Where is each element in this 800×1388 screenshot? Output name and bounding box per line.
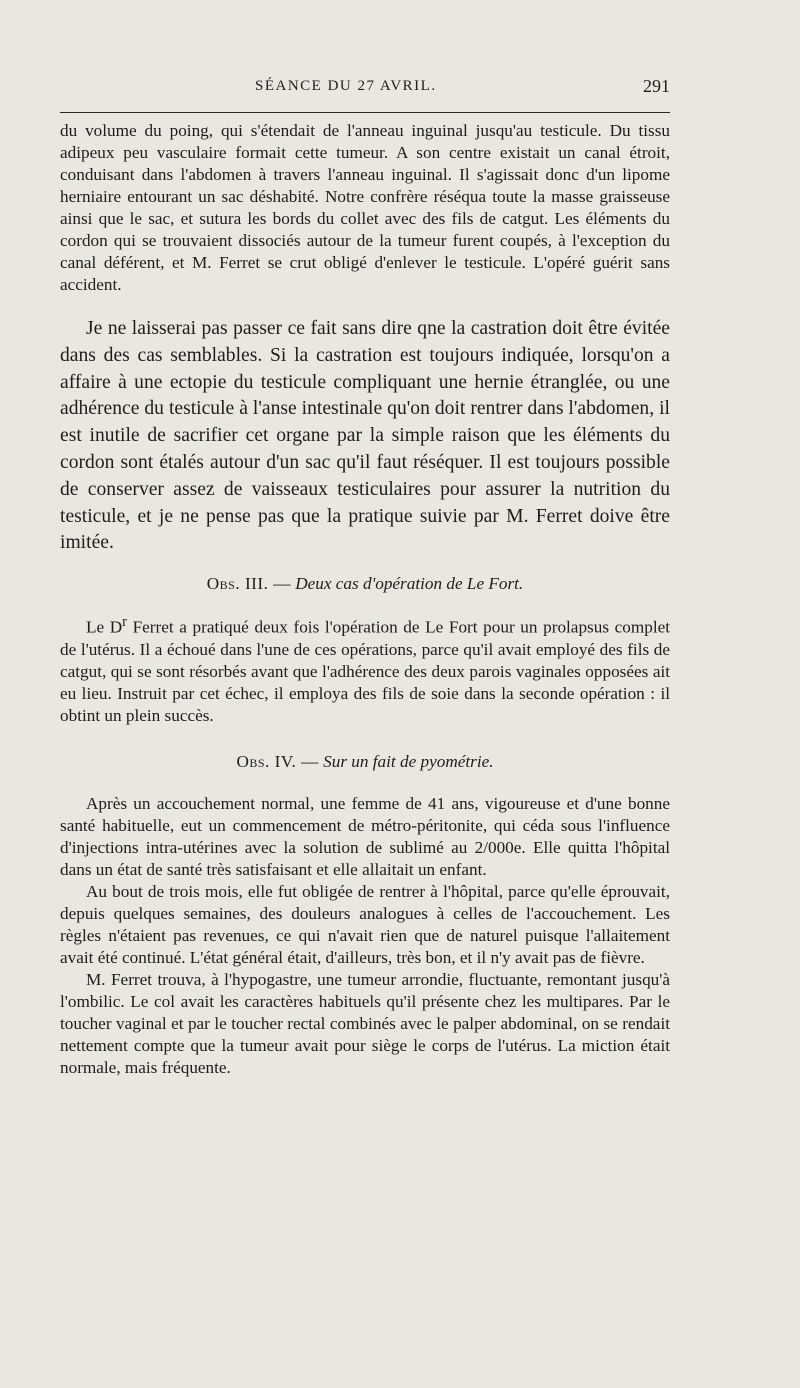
page-body	[60, 120, 670, 1079]
paragraph-le-fort-text: Ferret a pratiqué deux fois l'opération de Le Fort pour un prolapsus complet de l'utérus. Il a échoué dans l'une de ces opérations, parce qu'il avait employé des fils de catgut, qui se sont résorbés avant que l'adhérence des deux parois vaginales opposées ait eu lieu. Instruit par cet échec, il employa des fils de soie dans la seconde opération : il obtint un plein succès.	[60, 617, 670, 725]
page-number: 291	[643, 76, 670, 96]
observation-4-label: Obs. IV. —	[236, 751, 319, 771]
observation-4-title: Sur un fait de pyométrie.	[323, 751, 494, 771]
paragraph-examen: M. Ferret trouva, à l'hypogastre, une tumeur arrondie, fluctuante, remontant jusqu'à l'ombilic. Le col avait les caractères habituels qu'il présente chez les multipares. Par le toucher vaginal et par le toucher rectal combinés avec le palper abdominal, on se rendait nettement compte que la tumeur avait pour siège le corps de l'utérus. La miction était normale, mais fréquente.	[60, 969, 670, 1077]
doctor-abbrev-sup: r	[122, 614, 127, 631]
observation-4-heading	[60, 751, 670, 773]
header-rule	[60, 112, 670, 113]
paragraph-lipome: du volume du poing, qui s'étendait de l'anneau inguinal jusqu'au testicule. Du tissu adipeux peu vasculaire formait cette tumeur. A son centre existait un canal étroit, conduisant dans l'abdomen à travers l'anneau inguinal. Il s'agissait donc d'un lipome herniaire entourant un sac déshabité. Notre confrère réséqua toute la masse graisseuse ainsi que le sac, et sutura les bords du collet avec des fils de catgut. Les éléments du cordon qui se trouvaient dissociés autour de la tumeur furent coupés, à l'exception du canal déférent, et M. Ferret se crut obligé d'enlever le testicule. L'opéré guérit sans accident.	[60, 121, 670, 294]
doctor-abbrev: Le D	[86, 617, 123, 637]
observation-3-heading	[60, 573, 670, 595]
observation-3-label: Obs. III. —	[206, 574, 291, 594]
observation-3-title: Deux cas d'opération de Le Fort.	[295, 574, 524, 594]
running-title: SÉANCE DU 27 AVRIL.	[255, 78, 437, 94]
paragraph-accouchement: Après un accouchement normal, une femme de 41 ans, vigoureuse et d'une bonne santé habituelle, eut un commencement de métro-péritonite, qui céda sous l'influence d'injections intra-utérines avec la solution de sublimé au 2/000e. Elle quitta l'hôpital dans un état de santé très satisfaisant et elle allaitait un enfant.	[60, 793, 670, 879]
page-header	[60, 76, 670, 100]
paragraph-castration: Je ne laisserai pas passer ce fait sans dire qne la castration doit être évitée dans des cas semblables. Si la castration est toujours indiquée, lorsqu'on a affaire à une ectopie du testicule compliquant une hernie étranglée, ou une adhérence du testicule à l'anse intestinale qu'on doit rentrer dans l'abdomen, il est inutile de sacrifier cet organe par la simple raison que les éléments du cordon sont étalés autour d'un sac qu'il faut réséquer. Il est toujours possible de conserver assez de vaisseaux testiculaires pour assurer la nutrition du testicule, et je ne pense pas que la pratique suivie par M. Ferret doive être imitée.	[60, 318, 670, 554]
paragraph-trois-mois: Au bout de trois mois, elle fut obligée de rentrer à l'hôpital, parce qu'elle éprouvait, depuis quelques semaines, des douleurs analogues à celles de l'accouchement. Les règles n'étaient pas revenues, ce qui n'avait rien que de naturel puisque l'allaitement avait été continué. L'état général était, d'ailleurs, très bon, et il n'y avait pas de fièvre.	[60, 881, 670, 967]
paragraph-le-fort	[60, 611, 670, 727]
